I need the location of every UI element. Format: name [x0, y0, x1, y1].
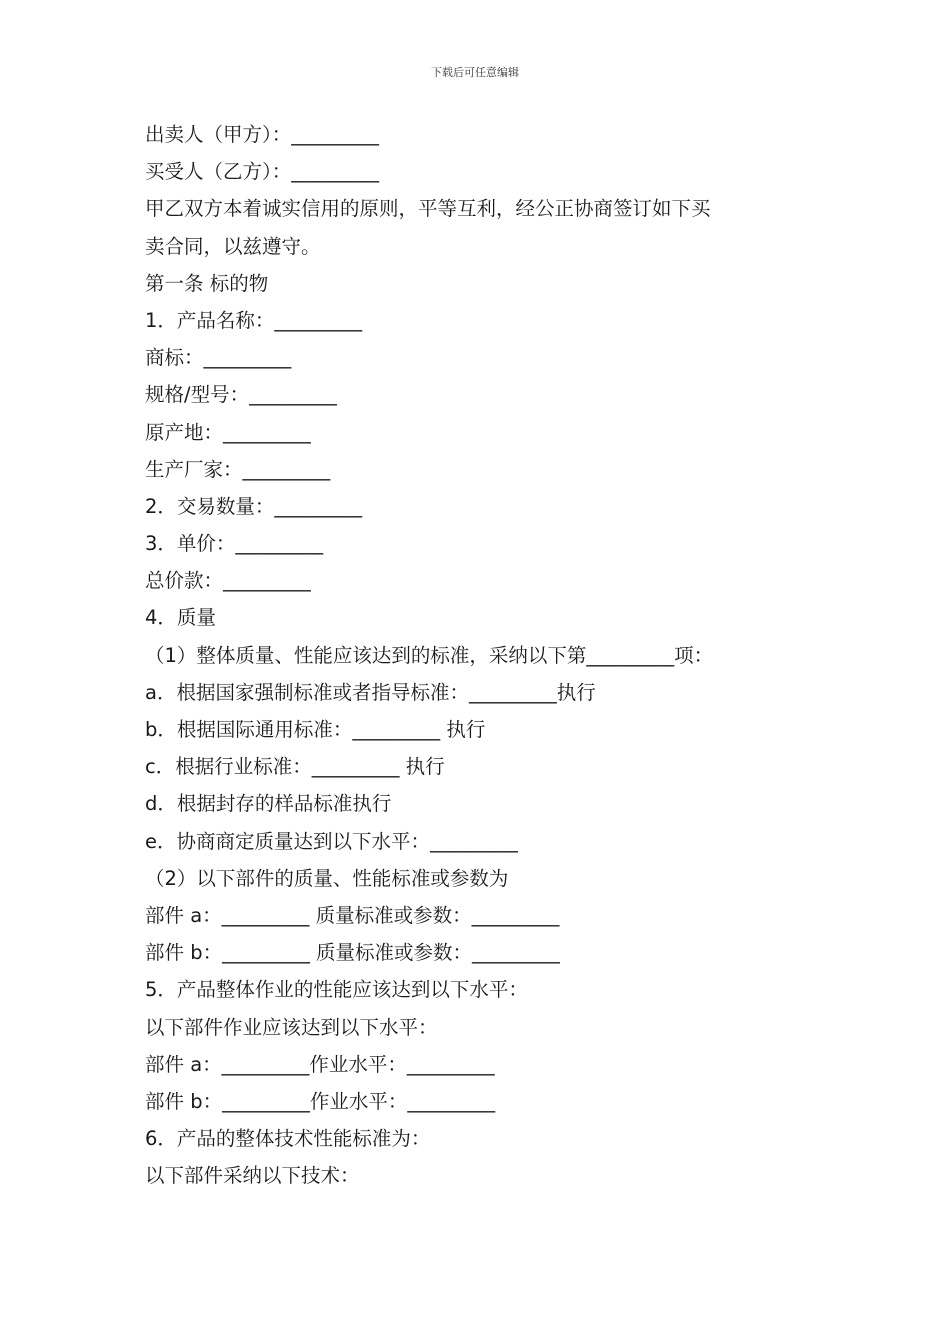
- unit-price-line: 3．单价：_________: [145, 532, 324, 556]
- manufacturer-line: 生产厂家：_________: [145, 457, 331, 481]
- trademark-line: 商标：_________: [145, 346, 292, 370]
- part-b-quality-line: 部件 b：_________ 质量标准或参数：_________: [145, 941, 560, 965]
- option-d-line: d．根据封存的样品标准执行: [145, 792, 392, 816]
- tech-standard-heading: 6．产品的整体技术性能标准为：: [145, 1127, 431, 1151]
- option-c-line: c．根据行业标准：_________ 执行: [145, 755, 445, 779]
- quality-standard-line: （1）整体质量、性能应该达到的标准，采纳以下第_________项：: [145, 643, 714, 667]
- quantity-line: 2．交易数量：_________: [145, 494, 363, 518]
- performance-heading: 5．产品整体作业的性能应该达到以下水平：: [145, 978, 528, 1002]
- buyer-line: 买受人（乙方）：_________: [145, 160, 380, 184]
- model-line: 规格/型号：_________: [145, 383, 337, 407]
- option-b-line: b．根据国际通用标准：_________ 执行: [145, 718, 486, 741]
- option-e-line: e．协商商定质量达到以下水平：_________: [145, 829, 518, 853]
- parts-tech-line: 以下部件采纳以下技术：: [145, 1164, 360, 1188]
- page-header: 下载后可任意编辑: [431, 66, 519, 79]
- total-price-line: 总价款：_________: [145, 569, 311, 593]
- product-name-line: 1．产品名称：_________: [145, 308, 363, 332]
- parts-performance-line: 以下部件作业应该达到以下水平：: [145, 1015, 438, 1039]
- quality-heading: 4．质量: [145, 606, 216, 630]
- part-a-quality-line: 部件 a：_________ 质量标准或参数：_________: [145, 903, 560, 927]
- preamble-line-1: 甲乙双方本着诚实信用的原则，平等互利，经公正协商签订如下买: [145, 197, 711, 221]
- origin-line: 原产地：_________: [145, 420, 311, 444]
- article-1-heading: 第一条 标的物: [145, 271, 269, 295]
- seller-line: 出卖人（甲方）：_________: [145, 123, 380, 146]
- part-a-performance-line: 部件 a：_________作业水平：_________: [145, 1052, 495, 1076]
- part-b-performance-line: 部件 b：_________作业水平：_________: [145, 1089, 496, 1113]
- parts-quality-line: （2）以下部件的质量、性能标准或参数为: [145, 866, 509, 890]
- preamble-line-2: 卖合同，以兹遵守。: [145, 234, 321, 258]
- option-a-line: a．根据国家强制标准或者指导标准：_________执行: [145, 680, 596, 704]
- document-body: [145, 116, 815, 1194]
